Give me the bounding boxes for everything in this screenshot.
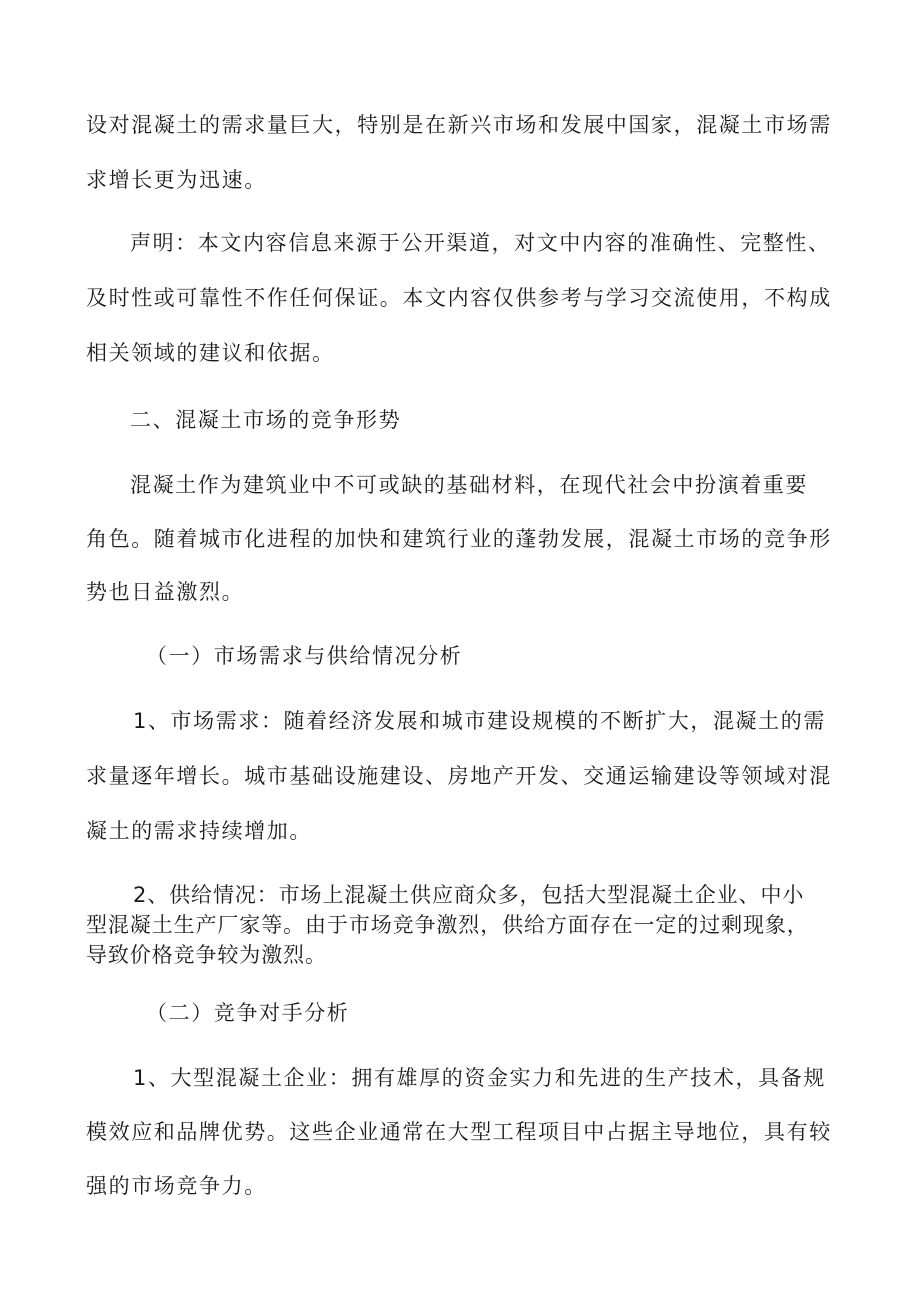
paragraph-line: 1、市场需求：随着经济发展和城市建设规模的不断扩大，混凝土的需 (133, 709, 826, 733)
section-heading: 二、混凝土市场的竞争形势 (130, 408, 402, 432)
paragraph-line: 型混凝土生产厂家等。由于市场竞争激烈，供给方面存在一定的过剩现象， (86, 913, 809, 937)
paragraph-line: 势也日益激烈。 (86, 580, 245, 604)
paragraph-line: 求量逐年增长。城市基础设施建设、房地产开发、交通运输建设等领域对混 (86, 764, 832, 788)
paragraph-line: 混凝土作为建筑业中不可或缺的基础材料，在现代社会中扮演着重要 (130, 473, 808, 497)
disclaimer-line: 声明：本文内容信息来源于公开渠道，对文中内容的准确性、完整性、 (130, 231, 831, 255)
paragraph-line: 强的市场竞争力。 (86, 1174, 267, 1198)
paragraph-line: 求增长更为迅速。 (86, 168, 267, 192)
paragraph-line: 模效应和品牌优势。这些企业通常在大型工程项目中占据主导地位，具有较 (86, 1120, 832, 1144)
paragraph-line: 1、大型混凝土企业：拥有雄厚的资金实力和先进的生产技术，具备规 (133, 1066, 826, 1090)
paragraph-line: 导致价格竞争较为激烈。 (86, 943, 327, 967)
paragraph-line: 设对混凝土的需求量巨大，特别是在新兴市场和发展中国家，混凝土市场需 (86, 113, 832, 137)
paragraph-line: 凝土的需求持续增加。 (86, 819, 312, 843)
paragraph-line: 角色。随着城市化进程的加快和建筑行业的蓬勃发展，混凝土市场的竞争形 (86, 527, 832, 551)
paragraph-line: 2、供给情况：市场上混凝土供应商众多，包括大型混凝土企业、中小 (133, 883, 805, 907)
subsection-heading: （一）市场需求与供给情况分析 (146, 644, 463, 668)
disclaimer-line: 及时性或可靠性不作任何保证。本文内容仅供参考与学习交流使用，不构成 (86, 286, 832, 310)
disclaimer-line: 相关领域的建议和依据。 (86, 341, 335, 365)
subsection-heading: （二）竞争对手分析 (146, 1001, 350, 1025)
